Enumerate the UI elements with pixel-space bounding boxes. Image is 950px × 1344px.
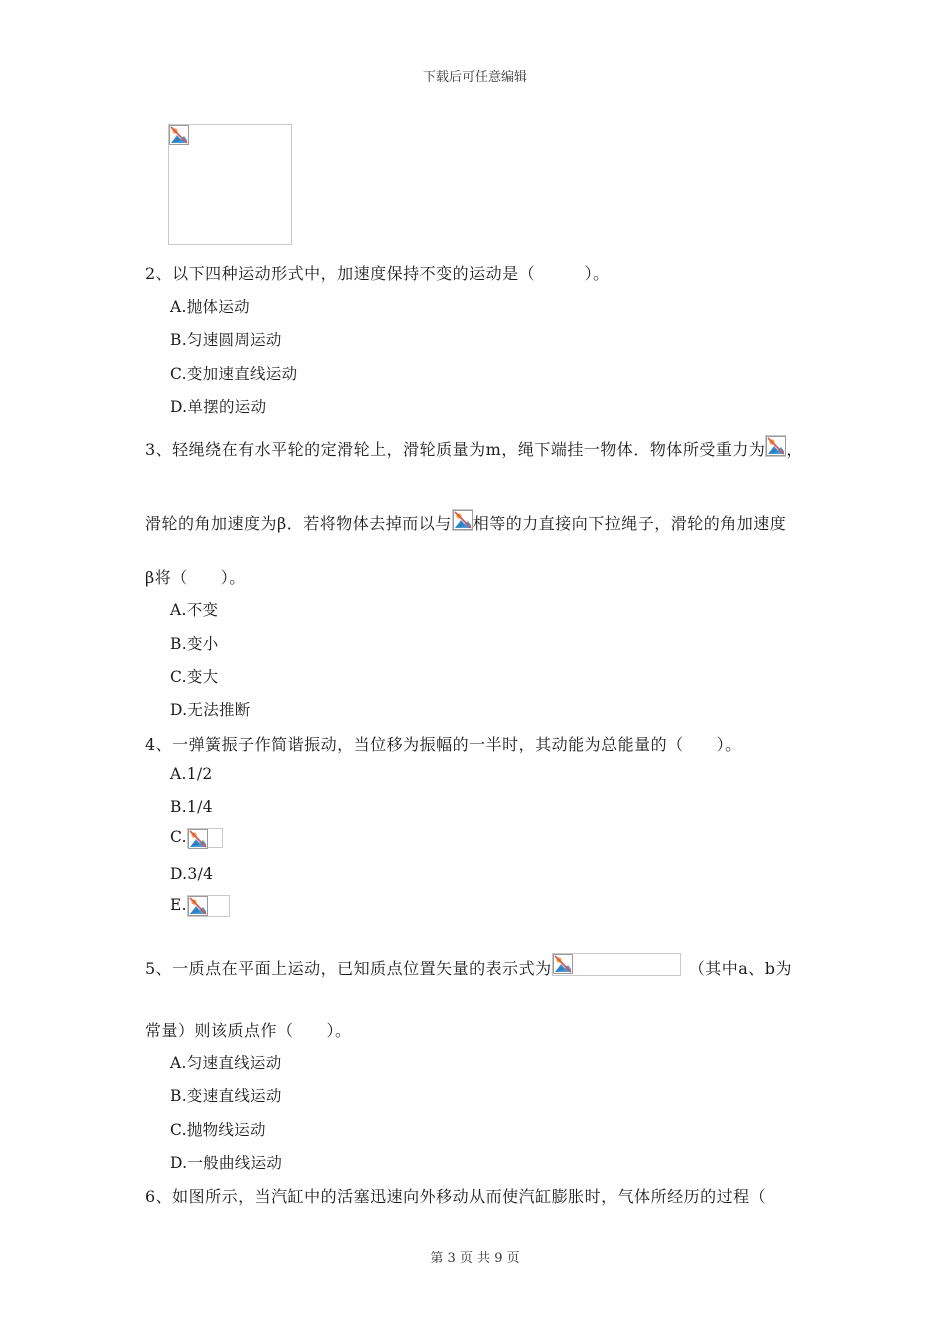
broken-image-icon: [766, 436, 786, 456]
q5-option-b: B.变速直线运动: [170, 1087, 282, 1105]
formula-image-force: [452, 509, 473, 531]
formula-image-option-c: [187, 828, 223, 848]
q3-option-b: B.变小: [170, 635, 219, 653]
broken-image-icon: [169, 125, 189, 145]
question-6-stem: 6、如图所示，当汽缸中的活塞迅速向外移动从而使汽缸膨胀时，气体所经历的过程（: [145, 1187, 767, 1206]
broken-image-icon: [453, 510, 473, 530]
q2-option-a: A.抛体运动: [170, 298, 250, 316]
q4-option-b: B.1/4: [170, 798, 213, 816]
question-4-stem: 4、一弹簧振子作简谐振动，当位移为振幅的一半时，其动能为总能量的（ ）。: [145, 735, 742, 754]
q5-option-d: D.一般曲线运动: [170, 1154, 283, 1172]
q3-option-c: C.变大: [170, 668, 219, 686]
q5-option-c: C.抛物线运动: [170, 1121, 266, 1139]
broken-image-icon: [553, 954, 573, 974]
figure-image-placeholder: [168, 124, 292, 245]
question-2-stem: 2、以下四种运动形式中，加速度保持不变的运动是（ ）。: [145, 264, 610, 283]
formula-image-option-e: [187, 895, 230, 917]
q3-option-a: A.不变: [170, 601, 219, 619]
q4-option-e: E.: [170, 895, 230, 917]
broken-image-icon: [188, 896, 208, 916]
question-5-line-1: 5、一质点在平面上运动，已知质点位置矢量的表示式为 （其中a、b为: [145, 953, 792, 979]
formula-image-position-vector: [552, 953, 681, 976]
q4-option-d: D.3/4: [170, 865, 214, 883]
q2-option-c: C.变加速直线运动: [170, 365, 298, 383]
q3-option-d: D.无法推断: [170, 701, 251, 719]
q4-option-a: A.1/2: [170, 765, 213, 783]
q4-option-c: C.: [170, 828, 223, 848]
question-3-line-2: 滑轮的角加速度为β．若将物体去掉而以与 相等的力直接向下拉绳子，滑轮的角加速度: [145, 509, 786, 534]
broken-image-icon: [188, 829, 208, 849]
question-3-line-1: 3、轻绳绕在有水平轮的定滑轮上，滑轮质量为m，绳下端挂一物体．物体所受重力为 ，: [145, 435, 803, 460]
page-header: 下载后可任意编辑: [422, 70, 527, 85]
q5-option-a: A.匀速直线运动: [170, 1054, 282, 1072]
question-3-line-3: β将（ ）。: [145, 568, 246, 587]
formula-image-weight: [765, 435, 786, 457]
question-5-line-2: 常量）则该质点作（ ）。: [145, 1021, 352, 1040]
q2-option-b: B.匀速圆周运动: [170, 331, 282, 349]
q2-option-d: D.单摆的运动: [170, 398, 267, 416]
page-footer: 第 3 页 共 9 页: [430, 1251, 520, 1266]
